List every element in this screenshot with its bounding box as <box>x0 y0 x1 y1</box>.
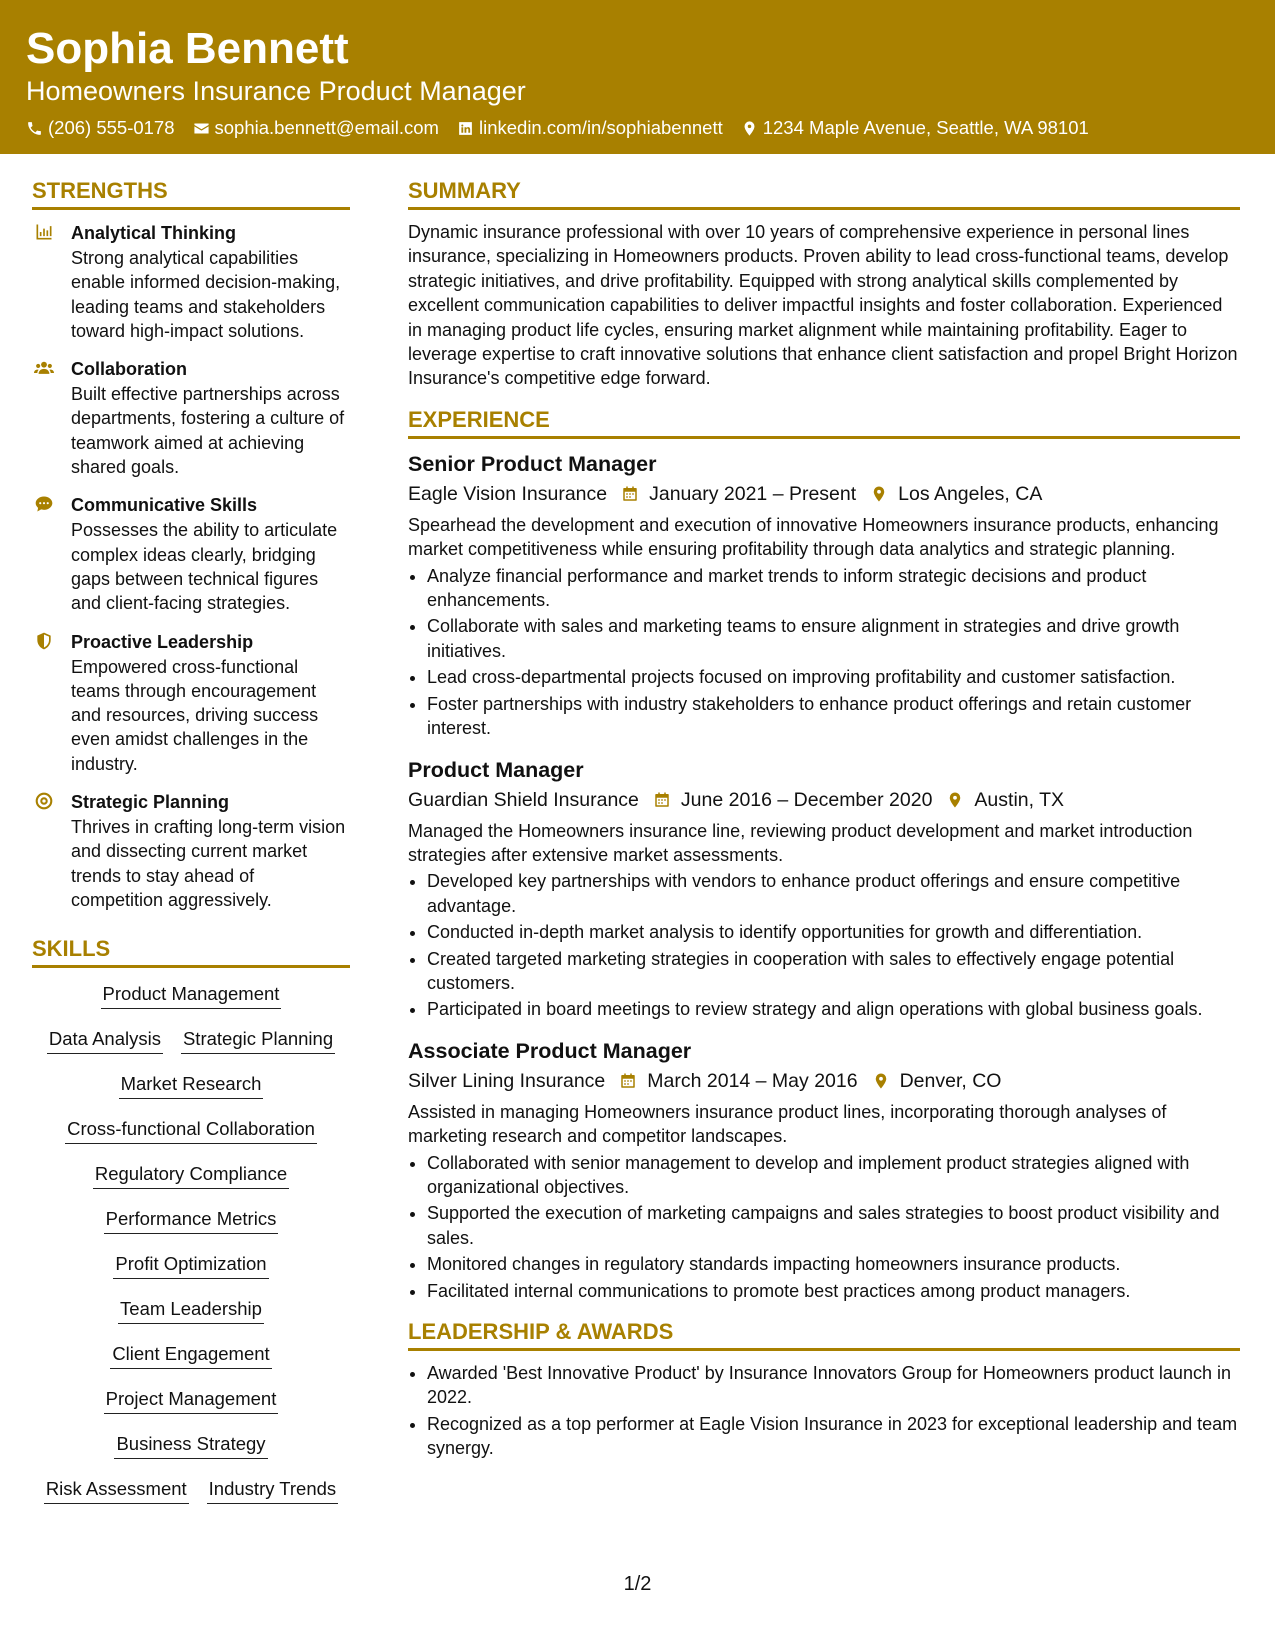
strength-desc: Possesses the ability to articulate complex ideas clearly, bridging gaps between technical figures and client-facing strategies. <box>71 520 338 614</box>
email-text[interactable]: sophia.bennett@email.com <box>214 117 439 138</box>
skill-row <box>32 982 350 1027</box>
skill-tag: Project Management <box>104 1387 279 1414</box>
job-bullets <box>408 869 1240 1021</box>
map-pin-icon <box>870 485 888 503</box>
awards-heading: LEADERSHIP & AWARDS <box>408 1317 1240 1351</box>
skill-tag: Data Analysis <box>47 1027 163 1054</box>
job-bullet: • Monitored changes in regulatory standards impacting homeowners insurance products. <box>427 1252 1240 1276</box>
contact-address <box>741 116 1089 140</box>
speech-bubble-icon <box>34 494 54 514</box>
job-dates: January 2021 – Present <box>649 482 857 505</box>
contact-email[interactable] <box>193 116 439 140</box>
job-entry <box>408 1036 1240 1303</box>
job-bullet: • Foster partnerships with industry stakeholders to enhance product offerings and retain customer interest. <box>427 692 1240 741</box>
skill-row <box>32 1162 350 1207</box>
job-company: Eagle Vision Insurance <box>408 482 608 505</box>
skill-row <box>32 1117 350 1162</box>
job-bullet: • Created targeted marketing strategies in cooperation with sales to effectively engage potential customers. <box>427 947 1240 996</box>
job-dates: June 2016 – December 2020 <box>680 788 933 811</box>
strength-title: Proactive Leadership <box>71 631 254 652</box>
job-dates: March 2014 – May 2016 <box>647 1069 858 1092</box>
skill-tag: Risk Assessment <box>44 1477 189 1504</box>
experience-heading: EXPERIENCE <box>408 405 1240 439</box>
contact-phone <box>26 116 175 140</box>
map-pin-icon <box>741 120 758 137</box>
job-bullet: • Participated in board meetings to review strategy and align operations with global business goals. <box>427 997 1240 1021</box>
skill-tag: Profit Optimization <box>113 1252 268 1279</box>
strength-desc: Strong analytical capabilities enable informed decision-making, leading teams and stakeholders toward high-impact solutions. <box>71 248 341 341</box>
skill-tag: Regulatory Compliance <box>93 1162 289 1189</box>
skill-tag: Performance Metrics <box>104 1207 279 1234</box>
job-description: Spearhead the development and execution of innovative Homeowners insurance products, enhancing market competitiveness while ensuring profitability through data analytics and strategic planning. <box>408 514 1219 560</box>
resume-header <box>0 0 1275 154</box>
map-pin-icon <box>872 1072 890 1090</box>
summary-text: Dynamic insurance professional with over 10 years of comprehensive experience in personal lines insurance, specializing in Homeowners products. Proven ability to lead cross-functional teams, develop strategic initiatives, and drive profitability. Equipped with strong analytical skills complemented by excellent communication capabilities to deliver impactful insights and foster collaboration. Experienced in managing product life cycles, ensuring market alignment while maintaining profitability. Eager to leverage expertise to craft innovative solutions that enhance client satisfaction and propel Bright Horizon Insurance's competitive edge forward. <box>408 222 1238 389</box>
calendar-icon <box>619 1072 637 1090</box>
job-description: Assisted in managing Homeowners insurance product lines, incorporating thorough analyses of marketing research and competitor landscapes. <box>408 1101 1167 1147</box>
job-description: Managed the Homeowners insurance line, reviewing product development and market introduction strategies after extensive market assessments. <box>408 820 1193 865</box>
skill-row <box>32 1477 350 1522</box>
skill-row <box>32 1342 350 1387</box>
job-location: Los Angeles, CA <box>898 482 1043 505</box>
job-title: Senior Product Manager <box>408 451 657 476</box>
job-location: Austin, TX <box>974 788 1065 811</box>
job-bullets <box>408 564 1240 741</box>
skill-tag: Strategic Planning <box>181 1027 335 1054</box>
skill-row <box>32 1387 350 1432</box>
skill-row <box>32 1207 350 1252</box>
linkedin-text[interactable]: linkedin.com/in/sophiabennett <box>478 117 723 138</box>
skill-row <box>32 1297 350 1342</box>
award-item: • Recognized as a top performer at Eagle Vision Insurance in 2023 for exceptional leadership and team synergy. <box>427 1412 1240 1461</box>
strength-desc: Thrives in crafting long-term vision and dissecting current market trends to stay ahead of competition aggressively. <box>71 817 346 910</box>
candidate-name: Sophia Bennett <box>26 24 349 73</box>
phone-text: (206) 555-0178 <box>48 117 175 138</box>
job-bullet: • Supported the execution of marketing campaigns and sales strategies to boost product visibility and sales. <box>427 1201 1240 1250</box>
job-meta <box>408 785 1240 815</box>
job-bullet: • Analyze financial performance and market trends to inform strategic decisions and product enhancements. <box>427 564 1240 613</box>
strength-item <box>32 356 350 479</box>
skills-list <box>32 982 350 1522</box>
strengths-heading: STRENGTHS <box>32 176 350 210</box>
skill-row <box>32 1252 350 1297</box>
job-bullet: • Facilitated internal communications to promote best practices among product managers. <box>427 1279 1240 1303</box>
award-item: • Awarded 'Best Innovative Product' by Insurance Innovators Group for Homeowners product launch in 2022. <box>427 1361 1240 1410</box>
strength-title: Analytical Thinking <box>71 223 237 243</box>
strength-title: Strategic Planning <box>71 792 230 813</box>
skill-row <box>32 1027 350 1072</box>
job-location: Denver, CO <box>899 1069 1002 1092</box>
strength-desc: Empowered cross-functional teams through encouragement and resources, driving success even amidst challenges in the industry. <box>71 656 319 774</box>
candidate-title: Homeowners Insurance Product Manager <box>26 76 526 106</box>
page-number: 1/2 <box>623 1573 652 1595</box>
right-column <box>408 176 1240 1463</box>
job-meta <box>408 1066 1240 1096</box>
skill-row <box>32 1432 350 1477</box>
job-company: Guardian Shield Insurance <box>408 788 639 811</box>
skill-tag: Cross-functional Collaboration <box>65 1117 317 1144</box>
skill-tag: Client Engagement <box>110 1342 271 1369</box>
bar-chart-icon <box>34 222 54 242</box>
linkedin-icon <box>457 120 474 137</box>
skills-heading: SKILLS <box>32 934 350 968</box>
job-bullet: • Conducted in-depth market analysis to identify opportunities for growth and differentiation. <box>427 920 1240 944</box>
skill-tag: Market Research <box>119 1072 264 1099</box>
job-entry <box>408 449 1240 741</box>
awards-list <box>408 1361 1240 1461</box>
skill-tag: Business Strategy <box>114 1432 267 1459</box>
job-company: Silver Lining Insurance <box>408 1069 606 1092</box>
strength-item <box>32 220 350 343</box>
phone-icon <box>26 120 43 137</box>
contact-linkedin[interactable] <box>457 116 723 140</box>
job-title: Product Manager <box>408 757 584 782</box>
strength-item <box>32 789 350 912</box>
strength-title: Collaboration <box>71 359 187 380</box>
calendar-icon <box>621 485 639 503</box>
contact-bar <box>26 116 1107 140</box>
calendar-icon <box>653 791 671 809</box>
shield-icon <box>34 631 54 651</box>
strength-title: Communicative Skills <box>71 495 258 516</box>
skill-tag: Industry Trends <box>207 1477 339 1504</box>
map-pin-icon <box>946 791 964 809</box>
left-column <box>32 176 350 1522</box>
skill-row <box>32 1072 350 1117</box>
summary-heading: SUMMARY <box>408 176 1240 210</box>
strength-item <box>32 629 350 776</box>
job-bullet: • Lead cross-departmental projects focused on improving profitability and customer satisfaction. <box>427 665 1240 689</box>
skill-tag: Team Leadership <box>118 1297 264 1324</box>
job-title: Associate Product Manager <box>408 1038 692 1063</box>
strength-item <box>32 492 350 615</box>
skill-tag: Product Management <box>101 982 282 1009</box>
job-bullet: • Collaborate with sales and marketing teams to ensure alignment in strategies and drive growth initiatives. <box>427 614 1240 663</box>
job-bullets <box>408 1151 1240 1303</box>
users-icon <box>34 358 54 378</box>
job-meta <box>408 479 1240 509</box>
job-bullet: • Developed key partnerships with vendors to enhance product offerings and ensure competitive advantage. <box>427 869 1240 918</box>
envelope-icon <box>193 120 210 137</box>
job-entry <box>408 755 1240 1022</box>
address-text: 1234 Maple Avenue, Seattle, WA 98101 <box>762 117 1089 138</box>
job-bullet: • Collaborated with senior management to develop and implement product strategies aligned with organizational objectives. <box>427 1151 1240 1200</box>
target-icon <box>34 791 54 811</box>
strength-desc: Built effective partnerships across departments, fostering a culture of teamwork aimed at achieving shared goals. <box>71 384 345 478</box>
